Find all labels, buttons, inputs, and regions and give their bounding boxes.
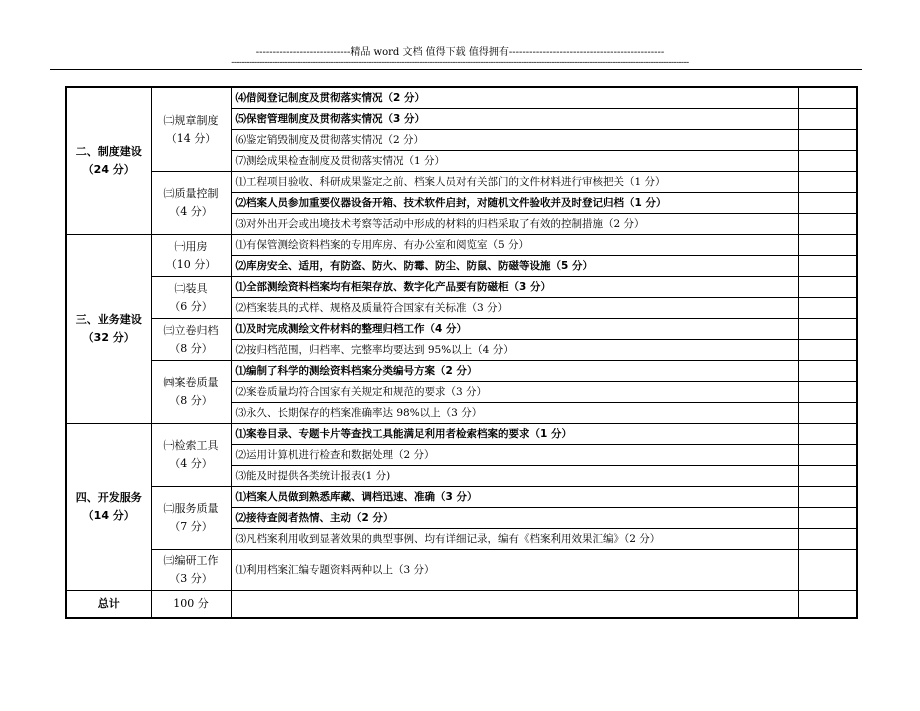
criterion-cell: ⑴案卷目录、专题卡片等查找工具能满足利用者检索档案的要求（1 分） bbox=[231, 424, 798, 445]
score-cell bbox=[798, 487, 857, 508]
score-cell bbox=[798, 445, 857, 466]
criterion-cell: ⑵库房安全、适用，有防盗、防火、防霉、防尘、防鼠、防磁等设施（5 分） bbox=[231, 256, 798, 277]
criterion-cell: ⑶凡档案利用收到显著效果的典型事例、均有详细记录，编有《档案利用效果汇编》（2 分） bbox=[231, 529, 798, 550]
header-dashes: ------------------------------------------------------------------------------------------------------------------------------------------------------------------------------------ bbox=[231, 58, 689, 68]
section-score: （14 分） bbox=[82, 509, 135, 522]
group-title: ㈢质量控制 bbox=[163, 187, 219, 200]
group-cell bbox=[151, 235, 231, 277]
group-title: ㈢立卷归档 bbox=[163, 323, 219, 337]
group-title: ㈣案卷质量 bbox=[163, 376, 219, 389]
score-cell bbox=[798, 277, 857, 298]
score-cell bbox=[798, 361, 857, 382]
group-cell bbox=[151, 172, 231, 235]
group-title: ㈡规章制度 bbox=[163, 113, 219, 127]
total-score-cell bbox=[798, 591, 857, 619]
score-cell bbox=[798, 298, 857, 319]
table-row bbox=[66, 235, 857, 256]
group-score: （8 分） bbox=[169, 394, 213, 407]
group-cell bbox=[151, 550, 231, 591]
score-cell bbox=[798, 256, 857, 277]
group-score: （4 分） bbox=[169, 205, 213, 218]
criterion-cell: ⑴编制了科学的测绘资料档案分类编号方案（2 分） bbox=[231, 361, 798, 382]
evaluation-table bbox=[65, 86, 858, 619]
criterion-cell: ⑸保密管理制度及贯彻落实情况（3 分） bbox=[231, 109, 798, 130]
group-title: ㈡服务质量 bbox=[163, 502, 219, 515]
group-cell bbox=[151, 277, 231, 319]
score-cell bbox=[798, 508, 857, 529]
score-cell bbox=[798, 466, 857, 487]
criterion-cell: ⑴利用档案汇编专题资料两种以上（3 分） bbox=[231, 550, 798, 591]
group-score: （10 分） bbox=[165, 257, 217, 271]
score-cell bbox=[798, 172, 857, 193]
score-cell bbox=[798, 87, 857, 109]
group-cell bbox=[151, 361, 231, 424]
criterion-cell: ⑺测绘成果检查制度及贯彻落实情况（1 分） bbox=[231, 151, 798, 172]
criterion-cell: ⑵接待查阅者热情、主动（2 分） bbox=[231, 508, 798, 529]
criterion-cell: ⑴及时完成测绘文件材料的整理归档工作（4 分） bbox=[231, 319, 798, 340]
table-row bbox=[66, 487, 857, 508]
table-row bbox=[66, 361, 857, 382]
total-value: 100 分 bbox=[151, 591, 231, 619]
criterion-cell: ⑵档案人员参加重要仪器设备开箱、技术软件启封，对随机文件验收并及时登记归档（1 分） bbox=[231, 193, 798, 214]
criterion-cell: ⑶对外出开会或出境技术考察等活动中形成的材料的归档采取了有效的控制措施（2 分） bbox=[231, 214, 798, 235]
table-row bbox=[66, 319, 857, 340]
criterion-cell: ⑶能及时提供各类统计报表(1 分) bbox=[231, 466, 798, 487]
criterion-cell: ⑶永久、长期保存的档案准确率达 98%以上（3 分） bbox=[231, 403, 798, 424]
group-cell bbox=[151, 424, 231, 487]
table-row bbox=[66, 87, 857, 109]
group-cell bbox=[151, 319, 231, 361]
header-rule bbox=[50, 69, 862, 70]
group-title: ㈢编研工作 bbox=[163, 554, 219, 567]
document-header: ----------------------------精品 word 文档 值得下载 值得拥有---------------------------------------------- bbox=[255, 47, 665, 58]
criterion-cell: ⑴有保管测绘资料档案的专用库房、有办公室和阅览室（5 分） bbox=[231, 235, 798, 256]
section-score: （32 分） bbox=[82, 331, 135, 344]
section-cell bbox=[66, 235, 151, 424]
section-title: 二、制度建设 bbox=[75, 145, 142, 158]
table-row bbox=[66, 277, 857, 298]
criterion-cell: ⑵档案装具的式样、规格及质量符合国家有关标准（3 分） bbox=[231, 298, 798, 319]
score-cell bbox=[798, 235, 857, 256]
score-cell bbox=[798, 550, 857, 591]
criterion-cell: ⑴档案人员做到熟悉库藏、调档迅速、准确（3 分） bbox=[231, 487, 798, 508]
criterion-cell: ⑴工程项目验收、科研成果鉴定之前、档案人员对有关部门的文件材料进行审核把关（1 分） bbox=[231, 172, 798, 193]
group-title: ㈠检索工具 bbox=[163, 439, 219, 452]
score-cell bbox=[798, 529, 857, 550]
criterion-cell: ⑵按归档范围，归档率、完整率均要达到 95%以上（4 分） bbox=[231, 340, 798, 361]
score-cell bbox=[798, 403, 857, 424]
total-label: 总计 bbox=[66, 591, 151, 619]
group-cell bbox=[151, 487, 231, 550]
group-score: （7 分） bbox=[169, 520, 213, 533]
score-cell bbox=[798, 382, 857, 403]
section-title: 四、开发服务 bbox=[75, 491, 142, 504]
group-score: （14 分） bbox=[165, 131, 217, 145]
group-title: ㈠用房 bbox=[174, 239, 208, 253]
criterion-cell: ⑵案卷质量均符合国家有关规定和规范的要求（3 分） bbox=[231, 382, 798, 403]
group-score: （8 分） bbox=[169, 341, 213, 355]
group-title: ㈡装具 bbox=[174, 281, 208, 295]
criterion-cell: ⑴全部测绘资料档案均有柜架存放、数字化产品要有防磁柜（3 分） bbox=[231, 277, 798, 298]
table-row bbox=[66, 424, 857, 445]
score-cell bbox=[798, 193, 857, 214]
score-cell bbox=[798, 340, 857, 361]
criterion-cell: ⑷借阅登记制度及贯彻落实情况（2 分） bbox=[231, 87, 798, 109]
section-cell bbox=[66, 424, 151, 591]
criterion-cell: ⑹鉴定销毁制度及贯彻落实情况（2 分） bbox=[231, 130, 798, 151]
score-cell bbox=[798, 151, 857, 172]
score-cell bbox=[798, 130, 857, 151]
score-cell bbox=[798, 424, 857, 445]
table-row bbox=[66, 550, 857, 591]
criterion-cell: ⑵运用计算机进行检查和数据处理（2 分） bbox=[231, 445, 798, 466]
section-cell bbox=[66, 87, 151, 235]
group-score: （6 分） bbox=[169, 299, 213, 313]
group-cell bbox=[151, 87, 231, 172]
total-criterion-cell bbox=[231, 591, 798, 619]
group-score: （4 分） bbox=[169, 457, 213, 470]
table-row bbox=[66, 172, 857, 193]
group-score: （3 分） bbox=[169, 572, 213, 585]
score-cell bbox=[798, 109, 857, 130]
section-score: （24 分） bbox=[82, 163, 135, 176]
score-cell bbox=[798, 319, 857, 340]
total-row bbox=[66, 591, 857, 619]
score-cell bbox=[798, 214, 857, 235]
section-title: 三、业务建设 bbox=[75, 313, 142, 326]
